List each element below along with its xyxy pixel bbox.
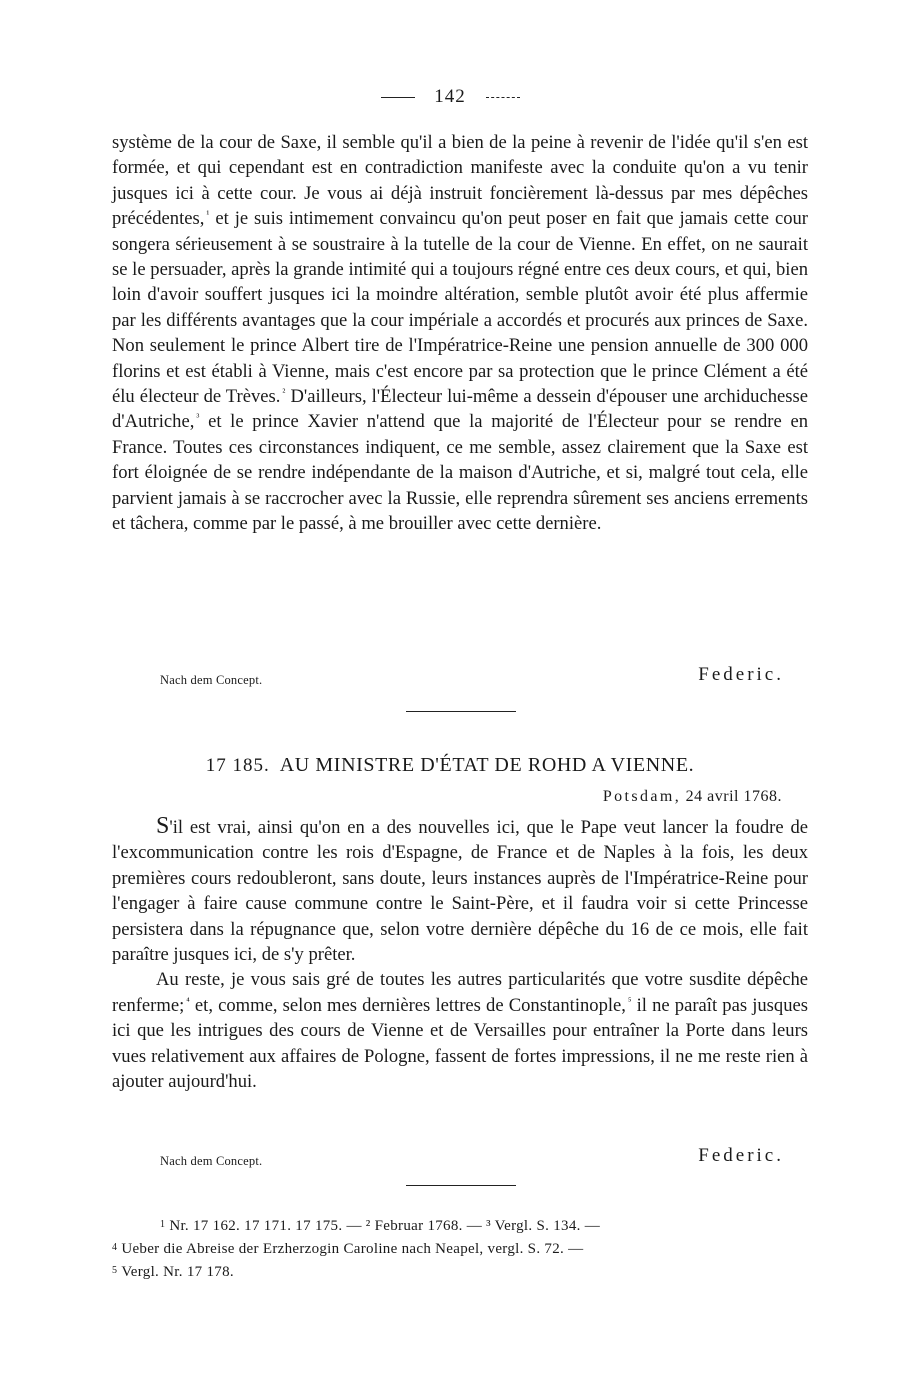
page-header [0,86,900,108]
letter-number: 17 185. [205,755,270,776]
footnote-ref-2: ² [282,387,286,399]
carryover-text-1: système de la cour de Saxe, il semble qu'il a bien de la peine à revenir de l'idée qu'il s'en est formée, et qui cependant est en contradiction manifeste avec la conduite qu'on a vu tenir jusques ici à cette cour. Je vous ai déjà instruit foncièrement là-dessus par mes dépêches précédentes, [112,132,808,230]
footnotes [112,1214,808,1283]
letter-paragraph-1 [112,815,808,967]
carryover-text-4: et le prince Xavier n'attend que la majorité de l'Électeur pour se rendre en France. Toutes ces circonstances indiquent, ce me semble, assez clairement que la Saxe est fort éloignée de se rendre indépendante de la maison d'Autriche, et si, malgré tout cela, elle parvient jamais à se raccrocher avec la Russie, elle reprendra sûrement ses anciens errements et tâchera, comme par le passé, à me brouiller avec cette dernière. [112,411,808,535]
footnote-ref-1: ¹ [206,209,210,221]
letter-paragraph-2-text-a: Au reste, je vous sais gré de toutes les autres particularités que votre susdite dépêche renferme; [112,969,808,1016]
page-number: 142 [434,86,466,107]
footnote-mark: 4 [112,1242,118,1253]
footnote-line-1 [112,1214,808,1237]
footnote-text: Ueber die Abreise der Erzherzogin Caroline nach Neapel, vergl. S. 72. — [121,1241,584,1257]
letter-date: 24 avril 1768. [685,788,782,805]
footnote-line-2 [112,1237,808,1260]
concept-note: Nach dem Concept. [160,1154,263,1168]
header-dash-right [486,97,520,98]
letter-place: Potsdam, [602,788,682,805]
concept-note: Nach dem Concept. [160,673,263,687]
section-divider [406,711,516,712]
carryover-text-2: et je suis intimement convaincu qu'on peut poser en fait que jamais cette cour songera sérieusement à se soustraire à la tutelle de la cour de Vienne. En effet, on ne saurait se le persuader, après la grande intimité qui a toujours régné entre ces deux cours, et qui, bien loin d'avoir souffert jusques ici la moindre altération, semble plutôt avoir été plus affermie par les différents avantages que la cour impériale a accordés et procurés aux princes de Saxe. Non seulement le prince Albert tire de l'Impératrice-Reine une pension annuelle de 300 000 florins et est établi à Vienne, mais c'est encore par sa protection que le prince Clément a été élu électeur de Trèves. [112,208,808,408]
footnote-mark: 1 [160,1219,166,1230]
initial-letter: S [156,813,170,839]
letter-heading [0,754,900,777]
signature: Federic. [698,664,784,685]
letter-body [112,815,808,1094]
carryover-paragraph [112,130,808,537]
footnote-text: Vergl. Nr. 17 178. [121,1264,234,1280]
carryover-text-3: D'ailleurs, l'Électeur lui-même a dessein d'épouser une archiduchesse d'Autriche, [112,386,808,433]
letter-dateline [603,788,782,806]
letter-title: AU MINISTRE D'ÉTAT DE ROHD A VIENNE. [279,754,695,776]
header-dash-left [381,97,415,98]
closing-row-1 [112,664,808,690]
letter-paragraph-2-text-b: et, comme, selon mes dernières lettres de Constantinople, [194,994,626,1016]
footnote-mark: 5 [112,1265,118,1276]
footnote-divider [406,1185,516,1186]
footnote-text: Nr. 17 162. 17 171. 17 175. — ² Februar 1768. — ³ Vergl. S. 134. — [169,1218,601,1234]
signature: Federic. [698,1145,784,1166]
carryover-text-block [112,130,808,537]
letter-paragraph-2 [112,967,808,1094]
closing-row-2 [112,1145,808,1171]
letter-paragraph-2-text-c: il ne paraît pas jusques ici que les intrigues des cours de Vienne et de Versailles pour entraîner la Porte dans leurs vues relativement aux affaires de Pologne, fassent de fortes impressions, il ne me reste rien à ajouter aujourd'hui. [112,994,808,1093]
footnote-ref-5: ⁵ [627,995,632,1007]
footnote-ref-3: ³ [196,412,200,424]
footnote-line-3 [112,1260,808,1283]
footnote-ref-4: ⁴ [186,995,190,1007]
letter-paragraph-1-text: 'il est vrai, ainsi qu'on en a des nouvelles ici, que le Pape veut lancer la foudre de l'excommunication contre les rois d'Espagne, de France et de Naples à la fois, les deux premières cours redoubleront, sans doute, leurs instances auprès de l'Impératrice-Reine pour l'engager à faire cause commune contre le Saint-Père, et il faudra voir si cette Princesse persistera dans la répugnance que, selon votre dernière dépêche du 16 de ce mois, elle fait paraître jusques ici, de s'y prêter. [112,817,808,966]
